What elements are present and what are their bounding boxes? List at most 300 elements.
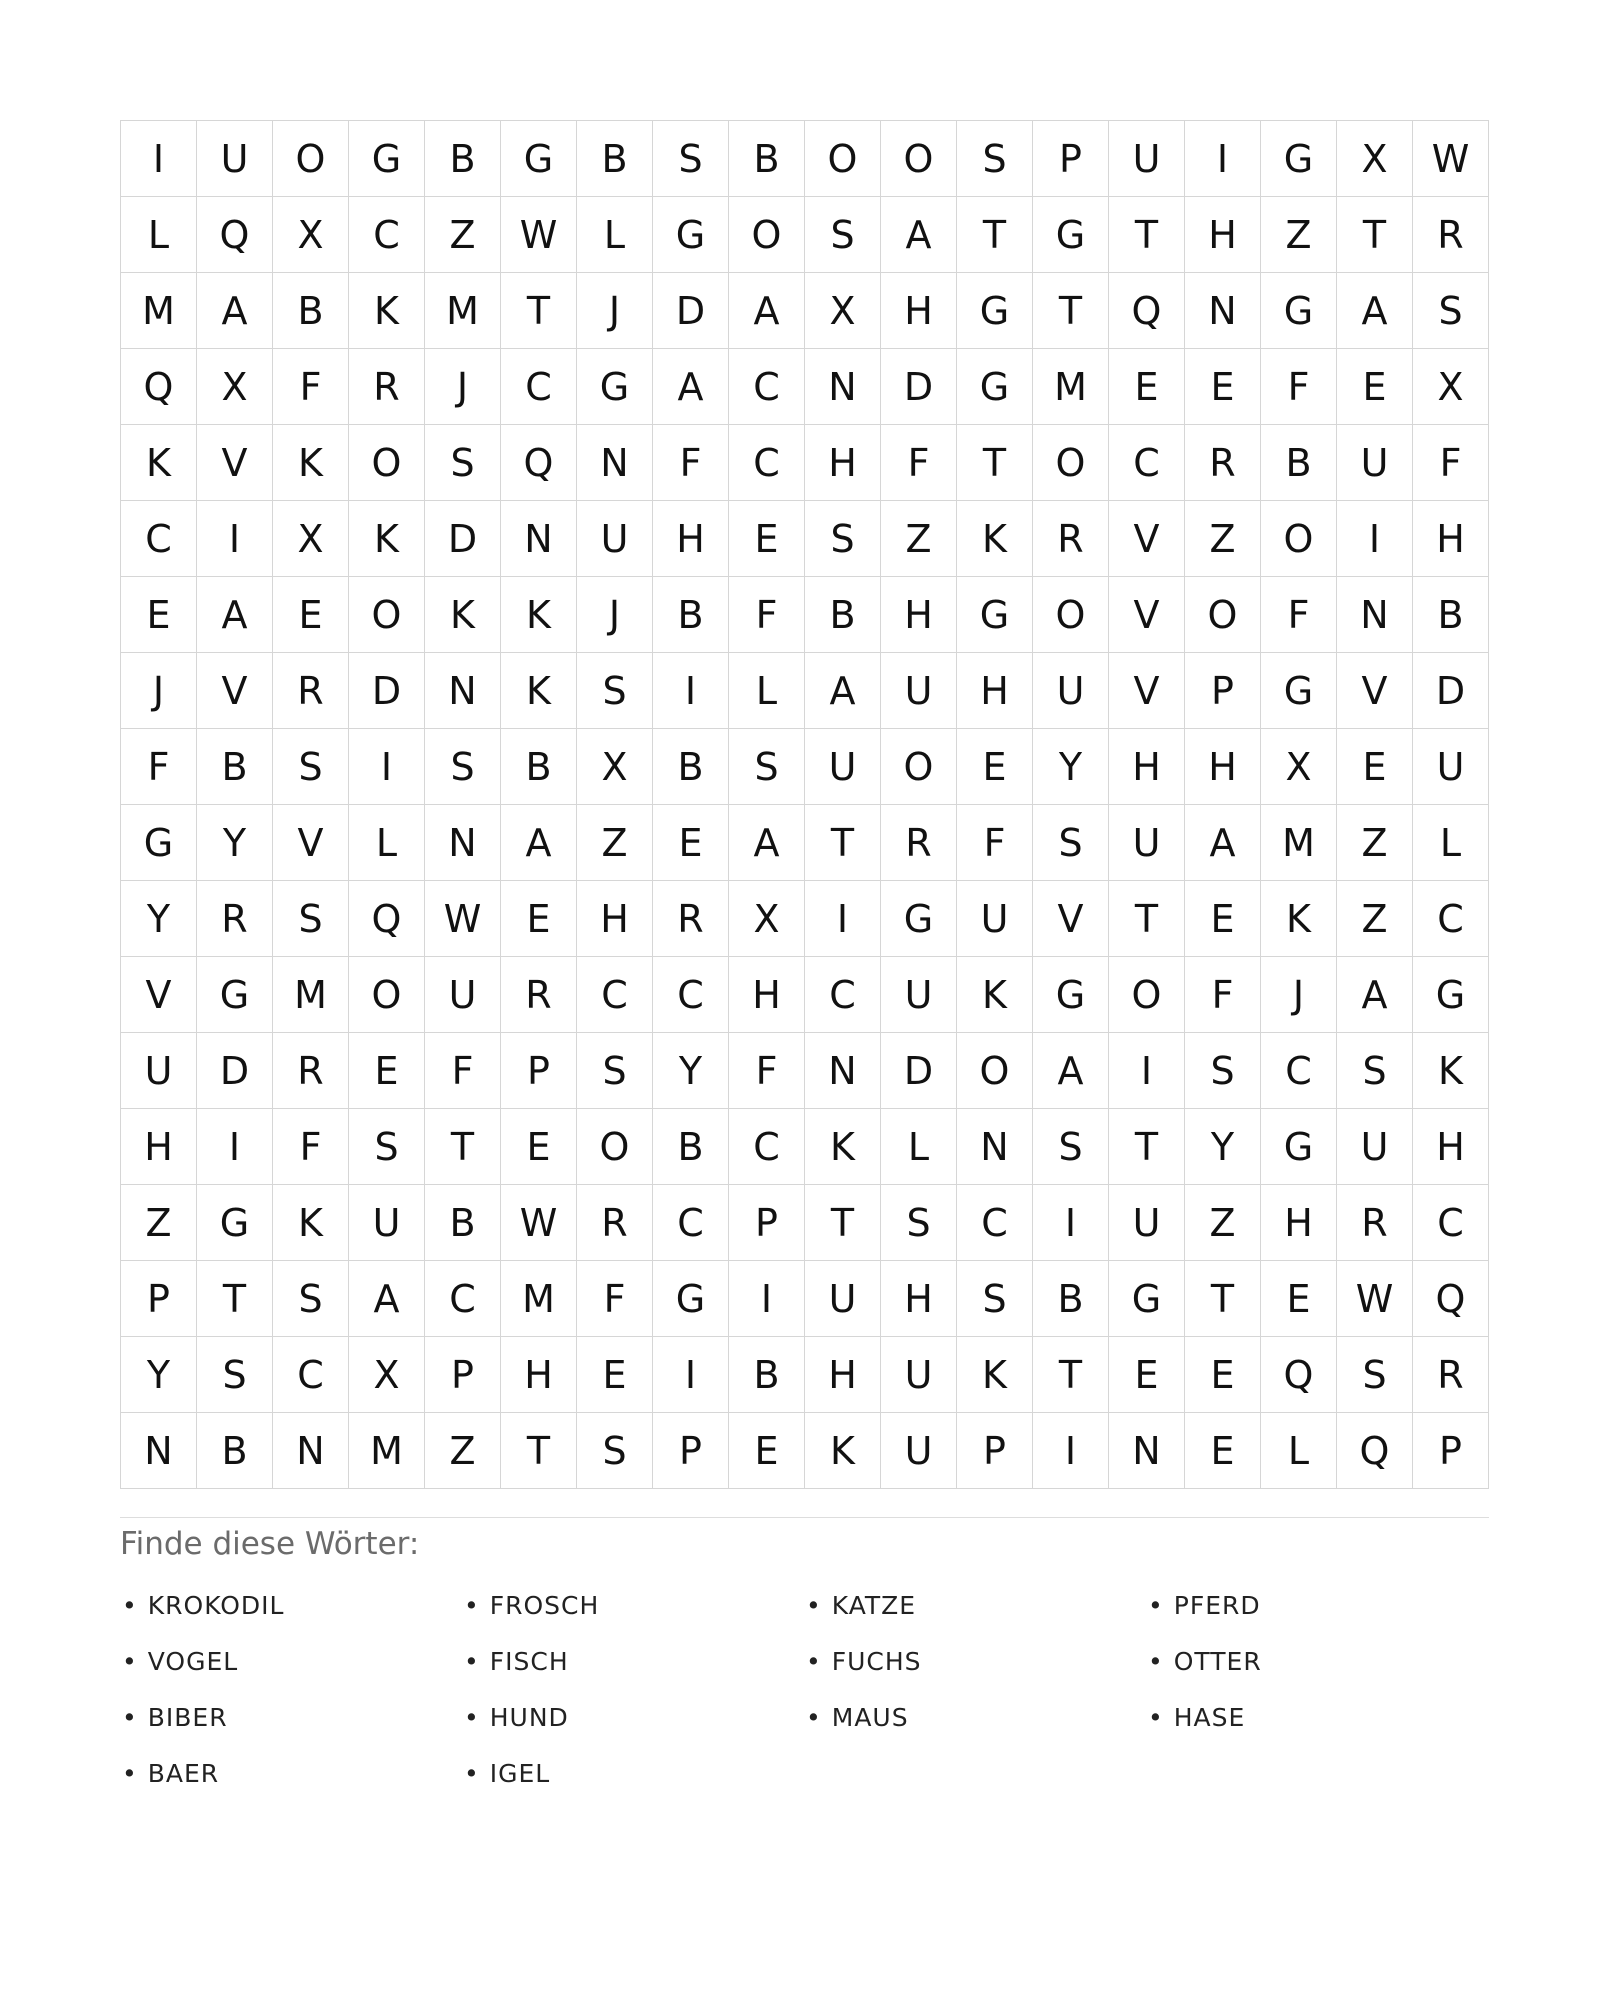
grid-cell[interactable]: B [1261, 425, 1337, 501]
grid-cell[interactable]: O [729, 197, 805, 273]
grid-cell[interactable]: V [1337, 653, 1413, 729]
grid-cell[interactable]: A [805, 653, 881, 729]
grid-cell[interactable]: B [729, 121, 805, 197]
grid-cell[interactable]: S [957, 121, 1033, 197]
grid-cell[interactable]: Z [881, 501, 957, 577]
grid-cell[interactable]: N [121, 1413, 197, 1489]
grid-cell[interactable]: X [577, 729, 653, 805]
grid-cell[interactable]: G [121, 805, 197, 881]
grid-cell[interactable]: U [1337, 425, 1413, 501]
grid-cell[interactable]: X [273, 197, 349, 273]
grid-cell[interactable]: E [653, 805, 729, 881]
grid-cell[interactable]: S [349, 1109, 425, 1185]
grid-cell[interactable]: X [805, 273, 881, 349]
grid-cell[interactable]: D [881, 349, 957, 425]
grid-cell[interactable]: Q [1261, 1337, 1337, 1413]
grid-cell[interactable]: U [881, 653, 957, 729]
grid-cell[interactable]: M [1261, 805, 1337, 881]
grid-cell[interactable]: I [1185, 121, 1261, 197]
grid-cell[interactable]: A [197, 273, 273, 349]
grid-cell[interactable]: J [1261, 957, 1337, 1033]
grid-cell[interactable]: N [273, 1413, 349, 1489]
grid-cell[interactable]: E [1109, 1337, 1185, 1413]
grid-cell[interactable]: C [1109, 425, 1185, 501]
grid-cell[interactable]: S [425, 425, 501, 501]
grid-cell[interactable]: K [805, 1109, 881, 1185]
grid-cell[interactable]: E [1185, 1337, 1261, 1413]
grid-cell[interactable]: X [197, 349, 273, 425]
grid-cell[interactable]: C [957, 1185, 1033, 1261]
grid-cell[interactable]: L [729, 653, 805, 729]
grid-cell[interactable]: F [729, 577, 805, 653]
grid-cell[interactable]: Z [1337, 881, 1413, 957]
grid-cell[interactable]: R [881, 805, 957, 881]
grid-cell[interactable]: T [1109, 1109, 1185, 1185]
grid-cell[interactable]: U [197, 121, 273, 197]
grid-cell[interactable]: J [121, 653, 197, 729]
grid-cell[interactable]: V [1109, 577, 1185, 653]
grid-cell[interactable]: G [1413, 957, 1489, 1033]
grid-cell[interactable]: G [1109, 1261, 1185, 1337]
grid-cell[interactable]: G [501, 121, 577, 197]
grid-cell[interactable]: O [349, 957, 425, 1033]
grid-cell[interactable]: C [425, 1261, 501, 1337]
grid-cell[interactable]: Z [1185, 501, 1261, 577]
grid-cell[interactable]: H [805, 425, 881, 501]
grid-cell[interactable]: Z [425, 197, 501, 273]
grid-cell[interactable]: K [805, 1413, 881, 1489]
grid-cell[interactable]: H [729, 957, 805, 1033]
grid-cell[interactable]: F [273, 349, 349, 425]
grid-cell[interactable]: I [197, 1109, 273, 1185]
grid-cell[interactable]: S [273, 1261, 349, 1337]
grid-cell[interactable]: U [1413, 729, 1489, 805]
grid-cell[interactable]: Q [349, 881, 425, 957]
grid-cell[interactable]: S [957, 1261, 1033, 1337]
grid-cell[interactable]: K [273, 425, 349, 501]
grid-cell[interactable]: O [349, 425, 425, 501]
grid-cell[interactable]: F [577, 1261, 653, 1337]
grid-cell[interactable]: E [349, 1033, 425, 1109]
grid-cell[interactable]: I [121, 121, 197, 197]
grid-cell[interactable]: R [501, 957, 577, 1033]
grid-cell[interactable]: C [1261, 1033, 1337, 1109]
grid-cell[interactable]: U [1109, 1185, 1185, 1261]
grid-cell[interactable]: F [957, 805, 1033, 881]
grid-cell[interactable]: E [273, 577, 349, 653]
grid-cell[interactable]: N [425, 653, 501, 729]
grid-cell[interactable]: S [805, 197, 881, 273]
grid-cell[interactable]: K [1261, 881, 1337, 957]
grid-cell[interactable]: T [501, 1413, 577, 1489]
grid-cell[interactable]: S [1413, 273, 1489, 349]
grid-cell[interactable]: Y [1185, 1109, 1261, 1185]
grid-cell[interactable]: G [1261, 653, 1337, 729]
grid-cell[interactable]: S [805, 501, 881, 577]
grid-cell[interactable]: F [881, 425, 957, 501]
grid-cell[interactable]: P [957, 1413, 1033, 1489]
grid-cell[interactable]: C [349, 197, 425, 273]
grid-cell[interactable]: C [729, 349, 805, 425]
grid-cell[interactable]: H [1109, 729, 1185, 805]
grid-cell[interactable]: F [121, 729, 197, 805]
grid-cell[interactable]: Y [197, 805, 273, 881]
grid-cell[interactable]: S [1337, 1033, 1413, 1109]
grid-cell[interactable]: C [273, 1337, 349, 1413]
grid-cell[interactable]: I [653, 653, 729, 729]
grid-cell[interactable]: K [273, 1185, 349, 1261]
grid-cell[interactable]: V [1033, 881, 1109, 957]
grid-cell[interactable]: W [425, 881, 501, 957]
grid-cell[interactable]: L [349, 805, 425, 881]
grid-cell[interactable]: Q [501, 425, 577, 501]
grid-cell[interactable]: N [425, 805, 501, 881]
grid-cell[interactable]: P [121, 1261, 197, 1337]
grid-cell[interactable]: S [1185, 1033, 1261, 1109]
grid-cell[interactable]: N [577, 425, 653, 501]
grid-cell[interactable]: W [501, 197, 577, 273]
grid-cell[interactable]: G [1033, 957, 1109, 1033]
grid-cell[interactable]: P [425, 1337, 501, 1413]
grid-cell[interactable]: Q [1413, 1261, 1489, 1337]
grid-cell[interactable]: C [1413, 1185, 1489, 1261]
grid-cell[interactable]: F [1413, 425, 1489, 501]
grid-cell[interactable]: J [425, 349, 501, 425]
grid-cell[interactable]: L [1261, 1413, 1337, 1489]
grid-cell[interactable]: S [1033, 1109, 1109, 1185]
grid-cell[interactable]: T [957, 197, 1033, 273]
grid-cell[interactable]: Q [1109, 273, 1185, 349]
grid-cell[interactable]: U [881, 1413, 957, 1489]
grid-cell[interactable]: S [1337, 1337, 1413, 1413]
grid-cell[interactable]: U [121, 1033, 197, 1109]
grid-cell[interactable]: C [577, 957, 653, 1033]
grid-cell[interactable]: G [957, 273, 1033, 349]
grid-cell[interactable]: Z [1337, 805, 1413, 881]
grid-cell[interactable]: I [805, 881, 881, 957]
grid-cell[interactable]: H [1185, 729, 1261, 805]
grid-cell[interactable]: V [1109, 501, 1185, 577]
grid-cell[interactable]: Z [121, 1185, 197, 1261]
grid-cell[interactable]: V [1109, 653, 1185, 729]
grid-cell[interactable]: U [425, 957, 501, 1033]
grid-cell[interactable]: P [1033, 121, 1109, 197]
grid-cell[interactable]: W [1413, 121, 1489, 197]
grid-cell[interactable]: B [729, 1337, 805, 1413]
grid-cell[interactable]: V [121, 957, 197, 1033]
grid-cell[interactable]: C [653, 1185, 729, 1261]
grid-cell[interactable]: B [273, 273, 349, 349]
grid-cell[interactable]: N [501, 501, 577, 577]
grid-cell[interactable]: C [729, 1109, 805, 1185]
grid-cell[interactable]: Z [577, 805, 653, 881]
grid-cell[interactable]: B [197, 729, 273, 805]
grid-cell[interactable]: G [881, 881, 957, 957]
grid-cell[interactable]: L [121, 197, 197, 273]
grid-cell[interactable]: C [1413, 881, 1489, 957]
grid-cell[interactable]: P [501, 1033, 577, 1109]
grid-cell[interactable]: B [653, 1109, 729, 1185]
grid-cell[interactable]: R [1185, 425, 1261, 501]
grid-cell[interactable]: S [577, 1033, 653, 1109]
grid-cell[interactable]: I [1033, 1413, 1109, 1489]
grid-cell[interactable]: S [197, 1337, 273, 1413]
grid-cell[interactable]: Z [1185, 1185, 1261, 1261]
grid-cell[interactable]: A [881, 197, 957, 273]
grid-cell[interactable]: I [653, 1337, 729, 1413]
grid-cell[interactable]: O [349, 577, 425, 653]
grid-cell[interactable]: T [1033, 273, 1109, 349]
grid-cell[interactable]: T [957, 425, 1033, 501]
grid-cell[interactable]: X [273, 501, 349, 577]
grid-cell[interactable]: H [881, 1261, 957, 1337]
grid-cell[interactable]: D [197, 1033, 273, 1109]
grid-cell[interactable]: E [1185, 881, 1261, 957]
grid-cell[interactable]: G [1033, 197, 1109, 273]
grid-cell[interactable]: Y [653, 1033, 729, 1109]
grid-cell[interactable]: T [805, 805, 881, 881]
grid-cell[interactable]: S [881, 1185, 957, 1261]
grid-cell[interactable]: C [121, 501, 197, 577]
grid-cell[interactable]: R [577, 1185, 653, 1261]
grid-cell[interactable]: W [1337, 1261, 1413, 1337]
grid-cell[interactable]: G [957, 577, 1033, 653]
grid-cell[interactable]: B [1413, 577, 1489, 653]
grid-cell[interactable]: B [653, 729, 729, 805]
grid-cell[interactable]: P [729, 1185, 805, 1261]
grid-cell[interactable]: H [881, 273, 957, 349]
grid-cell[interactable]: E [501, 881, 577, 957]
grid-cell[interactable]: S [425, 729, 501, 805]
grid-cell[interactable]: P [1413, 1413, 1489, 1489]
grid-cell[interactable]: A [729, 805, 805, 881]
grid-cell[interactable]: R [653, 881, 729, 957]
grid-cell[interactable]: N [805, 1033, 881, 1109]
grid-cell[interactable]: S [1033, 805, 1109, 881]
grid-cell[interactable]: G [197, 1185, 273, 1261]
grid-cell[interactable]: M [121, 273, 197, 349]
grid-cell[interactable]: U [881, 1337, 957, 1413]
grid-cell[interactable]: N [805, 349, 881, 425]
grid-cell[interactable]: K [349, 273, 425, 349]
grid-cell[interactable]: T [1033, 1337, 1109, 1413]
grid-cell[interactable]: N [1337, 577, 1413, 653]
grid-cell[interactable]: A [653, 349, 729, 425]
grid-cell[interactable]: S [577, 1413, 653, 1489]
grid-cell[interactable]: S [577, 653, 653, 729]
grid-cell[interactable]: G [1261, 273, 1337, 349]
grid-cell[interactable]: S [273, 881, 349, 957]
grid-cell[interactable]: X [1261, 729, 1337, 805]
grid-cell[interactable]: O [273, 121, 349, 197]
grid-cell[interactable]: M [1033, 349, 1109, 425]
grid-cell[interactable]: V [197, 653, 273, 729]
grid-cell[interactable]: U [577, 501, 653, 577]
grid-cell[interactable]: H [1185, 197, 1261, 273]
grid-cell[interactable]: H [121, 1109, 197, 1185]
grid-cell[interactable]: H [653, 501, 729, 577]
grid-cell[interactable]: F [1185, 957, 1261, 1033]
grid-cell[interactable]: D [349, 653, 425, 729]
grid-cell[interactable]: T [1185, 1261, 1261, 1337]
grid-cell[interactable]: L [1413, 805, 1489, 881]
grid-cell[interactable]: B [577, 121, 653, 197]
grid-cell[interactable]: U [957, 881, 1033, 957]
grid-cell[interactable]: K [957, 957, 1033, 1033]
grid-cell[interactable]: O [1185, 577, 1261, 653]
grid-cell[interactable]: G [1261, 121, 1337, 197]
grid-cell[interactable]: N [1109, 1413, 1185, 1489]
grid-cell[interactable]: L [577, 197, 653, 273]
grid-cell[interactable]: A [501, 805, 577, 881]
grid-cell[interactable]: B [425, 1185, 501, 1261]
grid-cell[interactable]: T [805, 1185, 881, 1261]
grid-cell[interactable]: N [957, 1109, 1033, 1185]
grid-cell[interactable]: Q [1337, 1413, 1413, 1489]
grid-cell[interactable]: T [1109, 881, 1185, 957]
grid-cell[interactable]: D [881, 1033, 957, 1109]
grid-cell[interactable]: B [653, 577, 729, 653]
grid-cell[interactable]: G [197, 957, 273, 1033]
grid-cell[interactable]: M [273, 957, 349, 1033]
grid-cell[interactable]: A [1185, 805, 1261, 881]
grid-cell[interactable]: B [805, 577, 881, 653]
grid-cell[interactable]: O [1261, 501, 1337, 577]
grid-cell[interactable]: K [957, 1337, 1033, 1413]
grid-cell[interactable]: F [1261, 577, 1337, 653]
grid-cell[interactable]: F [425, 1033, 501, 1109]
grid-cell[interactable]: I [349, 729, 425, 805]
grid-cell[interactable]: U [1109, 805, 1185, 881]
grid-cell[interactable]: H [1413, 1109, 1489, 1185]
grid-cell[interactable]: O [1033, 577, 1109, 653]
grid-cell[interactable]: F [1261, 349, 1337, 425]
grid-cell[interactable]: H [805, 1337, 881, 1413]
grid-cell[interactable]: U [805, 1261, 881, 1337]
grid-cell[interactable]: K [957, 501, 1033, 577]
grid-cell[interactable]: S [653, 121, 729, 197]
grid-cell[interactable]: Q [121, 349, 197, 425]
grid-cell[interactable]: P [653, 1413, 729, 1489]
grid-cell[interactable]: U [1033, 653, 1109, 729]
grid-cell[interactable]: T [501, 273, 577, 349]
grid-cell[interactable]: K [1413, 1033, 1489, 1109]
grid-cell[interactable]: Q [197, 197, 273, 273]
grid-cell[interactable]: R [273, 653, 349, 729]
grid-cell[interactable]: K [121, 425, 197, 501]
grid-cell[interactable]: E [1109, 349, 1185, 425]
grid-cell[interactable]: A [197, 577, 273, 653]
grid-cell[interactable]: F [653, 425, 729, 501]
grid-cell[interactable]: I [729, 1261, 805, 1337]
grid-cell[interactable]: K [501, 577, 577, 653]
grid-cell[interactable]: C [653, 957, 729, 1033]
grid-cell[interactable]: U [881, 957, 957, 1033]
grid-cell[interactable]: V [197, 425, 273, 501]
grid-cell[interactable]: L [881, 1109, 957, 1185]
grid-cell[interactable]: C [805, 957, 881, 1033]
grid-cell[interactable]: B [197, 1413, 273, 1489]
grid-cell[interactable]: J [577, 577, 653, 653]
grid-cell[interactable]: O [577, 1109, 653, 1185]
grid-cell[interactable]: N [1185, 273, 1261, 349]
grid-cell[interactable]: F [729, 1033, 805, 1109]
grid-cell[interactable]: G [577, 349, 653, 425]
grid-cell[interactable]: E [957, 729, 1033, 805]
grid-cell[interactable]: J [577, 273, 653, 349]
grid-cell[interactable]: D [425, 501, 501, 577]
grid-cell[interactable]: I [1109, 1033, 1185, 1109]
grid-cell[interactable]: H [881, 577, 957, 653]
grid-cell[interactable]: G [957, 349, 1033, 425]
grid-cell[interactable]: A [729, 273, 805, 349]
grid-cell[interactable]: S [273, 729, 349, 805]
grid-cell[interactable]: O [805, 121, 881, 197]
grid-cell[interactable]: D [653, 273, 729, 349]
grid-cell[interactable]: D [1413, 653, 1489, 729]
grid-cell[interactable]: E [729, 501, 805, 577]
grid-cell[interactable]: G [349, 121, 425, 197]
grid-cell[interactable]: M [425, 273, 501, 349]
grid-cell[interactable]: X [349, 1337, 425, 1413]
grid-cell[interactable]: H [1413, 501, 1489, 577]
grid-cell[interactable]: X [729, 881, 805, 957]
grid-cell[interactable]: S [729, 729, 805, 805]
grid-cell[interactable]: R [1337, 1185, 1413, 1261]
grid-cell[interactable]: R [197, 881, 273, 957]
grid-cell[interactable]: T [425, 1109, 501, 1185]
grid-cell[interactable]: X [1413, 349, 1489, 425]
grid-cell[interactable]: I [197, 501, 273, 577]
grid-cell[interactable]: O [1109, 957, 1185, 1033]
grid-cell[interactable]: E [1337, 729, 1413, 805]
grid-cell[interactable]: Z [425, 1413, 501, 1489]
grid-cell[interactable]: W [501, 1185, 577, 1261]
grid-cell[interactable]: Y [121, 1337, 197, 1413]
grid-cell[interactable]: E [1261, 1261, 1337, 1337]
grid-cell[interactable]: K [349, 501, 425, 577]
grid-cell[interactable]: K [425, 577, 501, 653]
grid-cell[interactable]: M [501, 1261, 577, 1337]
grid-cell[interactable]: M [349, 1413, 425, 1489]
grid-cell[interactable]: E [1185, 1413, 1261, 1489]
grid-cell[interactable]: R [349, 349, 425, 425]
grid-cell[interactable]: R [273, 1033, 349, 1109]
grid-cell[interactable]: A [349, 1261, 425, 1337]
grid-cell[interactable]: U [1109, 121, 1185, 197]
grid-cell[interactable]: R [1413, 1337, 1489, 1413]
grid-cell[interactable]: Y [1033, 729, 1109, 805]
grid-cell[interactable]: U [1337, 1109, 1413, 1185]
grid-cell[interactable]: G [653, 197, 729, 273]
grid-cell[interactable]: Z [1261, 197, 1337, 273]
grid-cell[interactable]: C [729, 425, 805, 501]
grid-cell[interactable]: A [1033, 1033, 1109, 1109]
grid-cell[interactable]: B [425, 121, 501, 197]
grid-cell[interactable]: T [1109, 197, 1185, 273]
grid-cell[interactable]: H [1261, 1185, 1337, 1261]
grid-cell[interactable]: K [501, 653, 577, 729]
grid-cell[interactable]: I [1337, 501, 1413, 577]
grid-cell[interactable]: E [1185, 349, 1261, 425]
grid-cell[interactable]: P [1185, 653, 1261, 729]
grid-cell[interactable]: I [1033, 1185, 1109, 1261]
grid-cell[interactable]: E [501, 1109, 577, 1185]
grid-cell[interactable]: H [501, 1337, 577, 1413]
grid-cell[interactable]: O [881, 121, 957, 197]
grid-cell[interactable]: C [501, 349, 577, 425]
grid-cell[interactable]: E [1337, 349, 1413, 425]
